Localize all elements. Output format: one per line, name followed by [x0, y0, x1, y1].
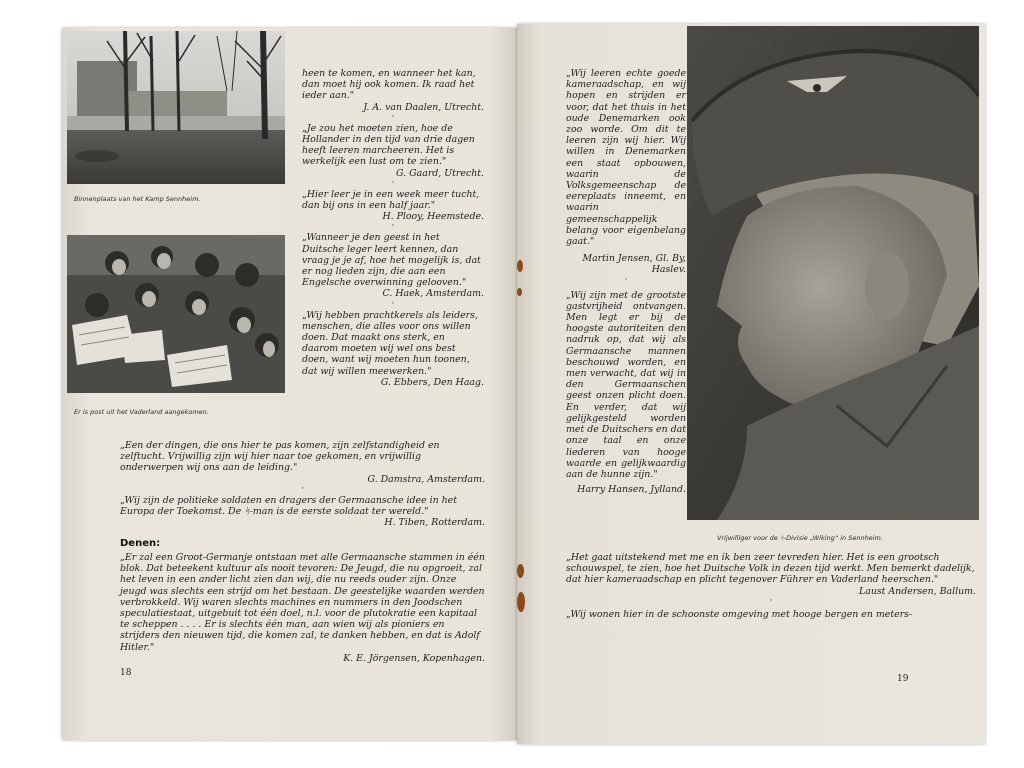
quote-tiben: „Wij zijn de politieke soldaten en dragers der Germaansche idee in het Europa der Toekomst. De ᛋ-man is de eerste soldaat ter wereld." [120, 494, 457, 518]
jorgensen-quote-block [120, 552, 485, 664]
quote-continuation: „Wij wonen hier in de schoonste omgeving met hooge bergen en meters- [566, 608, 913, 620]
signature-haek: C. Haek, Amsterdam. [382, 288, 484, 300]
quote-andersen: „Het gaat uitstekend met me en ik ben zeer tevreden hier. Het is een grootsch schouwspel, te zien, hoe het Duitsche Volk in dezen tijd werkt. Men bemerkt dadelijk, dat hier kameraadschap en plicht tegenover Führer en Vaderland heerschen." [566, 552, 975, 586]
portrait-caption: Vrijwilliger voor de ᛋ-Divisie „Wiking“ in Sennheim. [717, 534, 883, 542]
rust-stain [517, 288, 522, 296]
right-quotes-column [566, 68, 686, 495]
rust-stain [517, 564, 524, 578]
quote-plooy: „Hier leer je in een week meer tucht, dan bij ons in een half jaar." [302, 188, 480, 212]
quote-hansen: „Wij zijn met de grootste gastvrijheid ontvangen. Men legt er bij de hoogste autoriteiten den nadruk op, dat wij als Germaansche mannen beschouwd worden, en men verwacht, dat wij in den Germaanschen geest onzen plicht doen. En verder, dat wij gelijkgesteld worden met de Duitschers en dat onze taal en onze liederen van hooge waarde en gelijkwaardig aan de hunne zijn." [566, 289, 686, 480]
signature-plooy: H. Plooy, Heemstede. [382, 211, 484, 223]
courtyard-photo [67, 31, 285, 184]
full-width-quotes [120, 440, 485, 528]
quote-ebbers: „Wij hebben prachtkerels als leiders, menschen, die alles voor ons willen doen. Dat maakt ons sterk, en daarom moeten wij wel ons best doen, want wij moeten hun toonen, dat wij willen meewerken." [302, 309, 478, 377]
signature-van-daalen: J. A. van Daalen, Utrecht. [363, 101, 484, 113]
signature-hansen: Harry Hansen, Jylland. [577, 484, 686, 496]
signature-jensen: Martin Jensen, Gl. By, Haslev. [582, 253, 686, 276]
signature-damstra: G. Damstra, Amsterdam. [367, 473, 485, 485]
rust-stain [517, 260, 523, 272]
signature-andersen: Laust Andersen, Ballum. [859, 585, 976, 597]
soldiers-caption: Er is post uit het Vaderland aangekomen. [74, 408, 209, 416]
quote-gaard: „Je zou het moeten zien, hoe de Hollander in den tijd van drie dagen heeft leeren marcheeren. Het is werkelijk een lust om te zien." [302, 122, 475, 168]
andersen-quote-block [566, 552, 976, 620]
left-page [62, 28, 517, 740]
signature-tiben: H. Tiben, Rotterdam. [384, 517, 485, 529]
divider-dot: · [391, 111, 395, 122]
divider-dot: · [391, 298, 395, 309]
signature-gaard: G. Gaard, Utrecht. [396, 167, 484, 179]
quote-jensen: „Wij leeren echte goede kameraadschap, en wij hopen en strijden er voor, dat het thuis in het oude Denemarken ook zoo worde. Om dit te leeren zijn wij hier. Wij willen in Denemarken een staat opbouwen, waarin de Volksgemeenschap de eereplaats inneemt, en waarin gemeenschappelijk belang voor eigenbelang gaat." [566, 68, 686, 248]
divider-dot: · [391, 221, 395, 232]
quote-damstra: „Een der dingen, die ons hier te pas komen, zijn zelfstandigheid en zelftucht. Vrijwillig zijn wij hier naar toe gekomen, en vrijwillig onderwerpen wij ons aan de leiding." [120, 440, 440, 474]
rust-stain [517, 592, 525, 612]
divider-dot: · [769, 595, 773, 606]
signature-ebbers: G. Ebbers, Den Haag. [380, 376, 484, 388]
section-heading-denen: Denen: [120, 538, 161, 549]
right-page [517, 24, 985, 744]
divider-dot: · [301, 483, 304, 494]
soldiers-reading-photo [67, 235, 285, 393]
page-number-left: 18 [120, 668, 132, 678]
quote-van-daalen: heen te komen, en wanneer het kan, dan moet hij ook komen. Ik raad het ieder aan." [302, 68, 476, 102]
quote-jorgensen: „Er zal een Groot-Germanje ontstaan met alle Germaansche stammen in één blok. Dat beteekent kultuur als nooit tevoren: De Jeugd, die nu opgroeit, zal het leven in een ander licht zien dan wij, die nu reeds ouder zijn. Onze jeugd was slechts een strijd om het bestaan. De geestelijke waarden werden verbrokkeld. Wij waren slechts machines en nummers in den Joodschen speculatiestaat, uitgebuit tot één doel, n.l. voor de plutokratie een kapitaal te scheppen . . . . Er is slechts één man, aan wien wij als pioniers en strijders den nieuwen tijd, die komen zal, te danken hebben, en dat is Adolf Hitler." [120, 552, 485, 653]
page-number-right: 19 [897, 674, 909, 684]
signature-jorgensen: K. E. Jörgensen, Kopenhagen. [343, 652, 485, 664]
quote-haek: „Wanneer je den geest in het Duitsche leger leert kennen, dan vraag je je af, hoe het mogelijk is, dat er nog lieden zijn, die aan een Engelsche overwinning gelooven." [302, 232, 481, 289]
quotes-column [302, 68, 484, 388]
volunteer-portrait-photo [687, 26, 979, 520]
divider-dot: · [624, 274, 628, 285]
divider-dot: · [391, 177, 395, 188]
courtyard-caption: Binnenplaats van het Kamp Sennheim. [74, 195, 201, 203]
